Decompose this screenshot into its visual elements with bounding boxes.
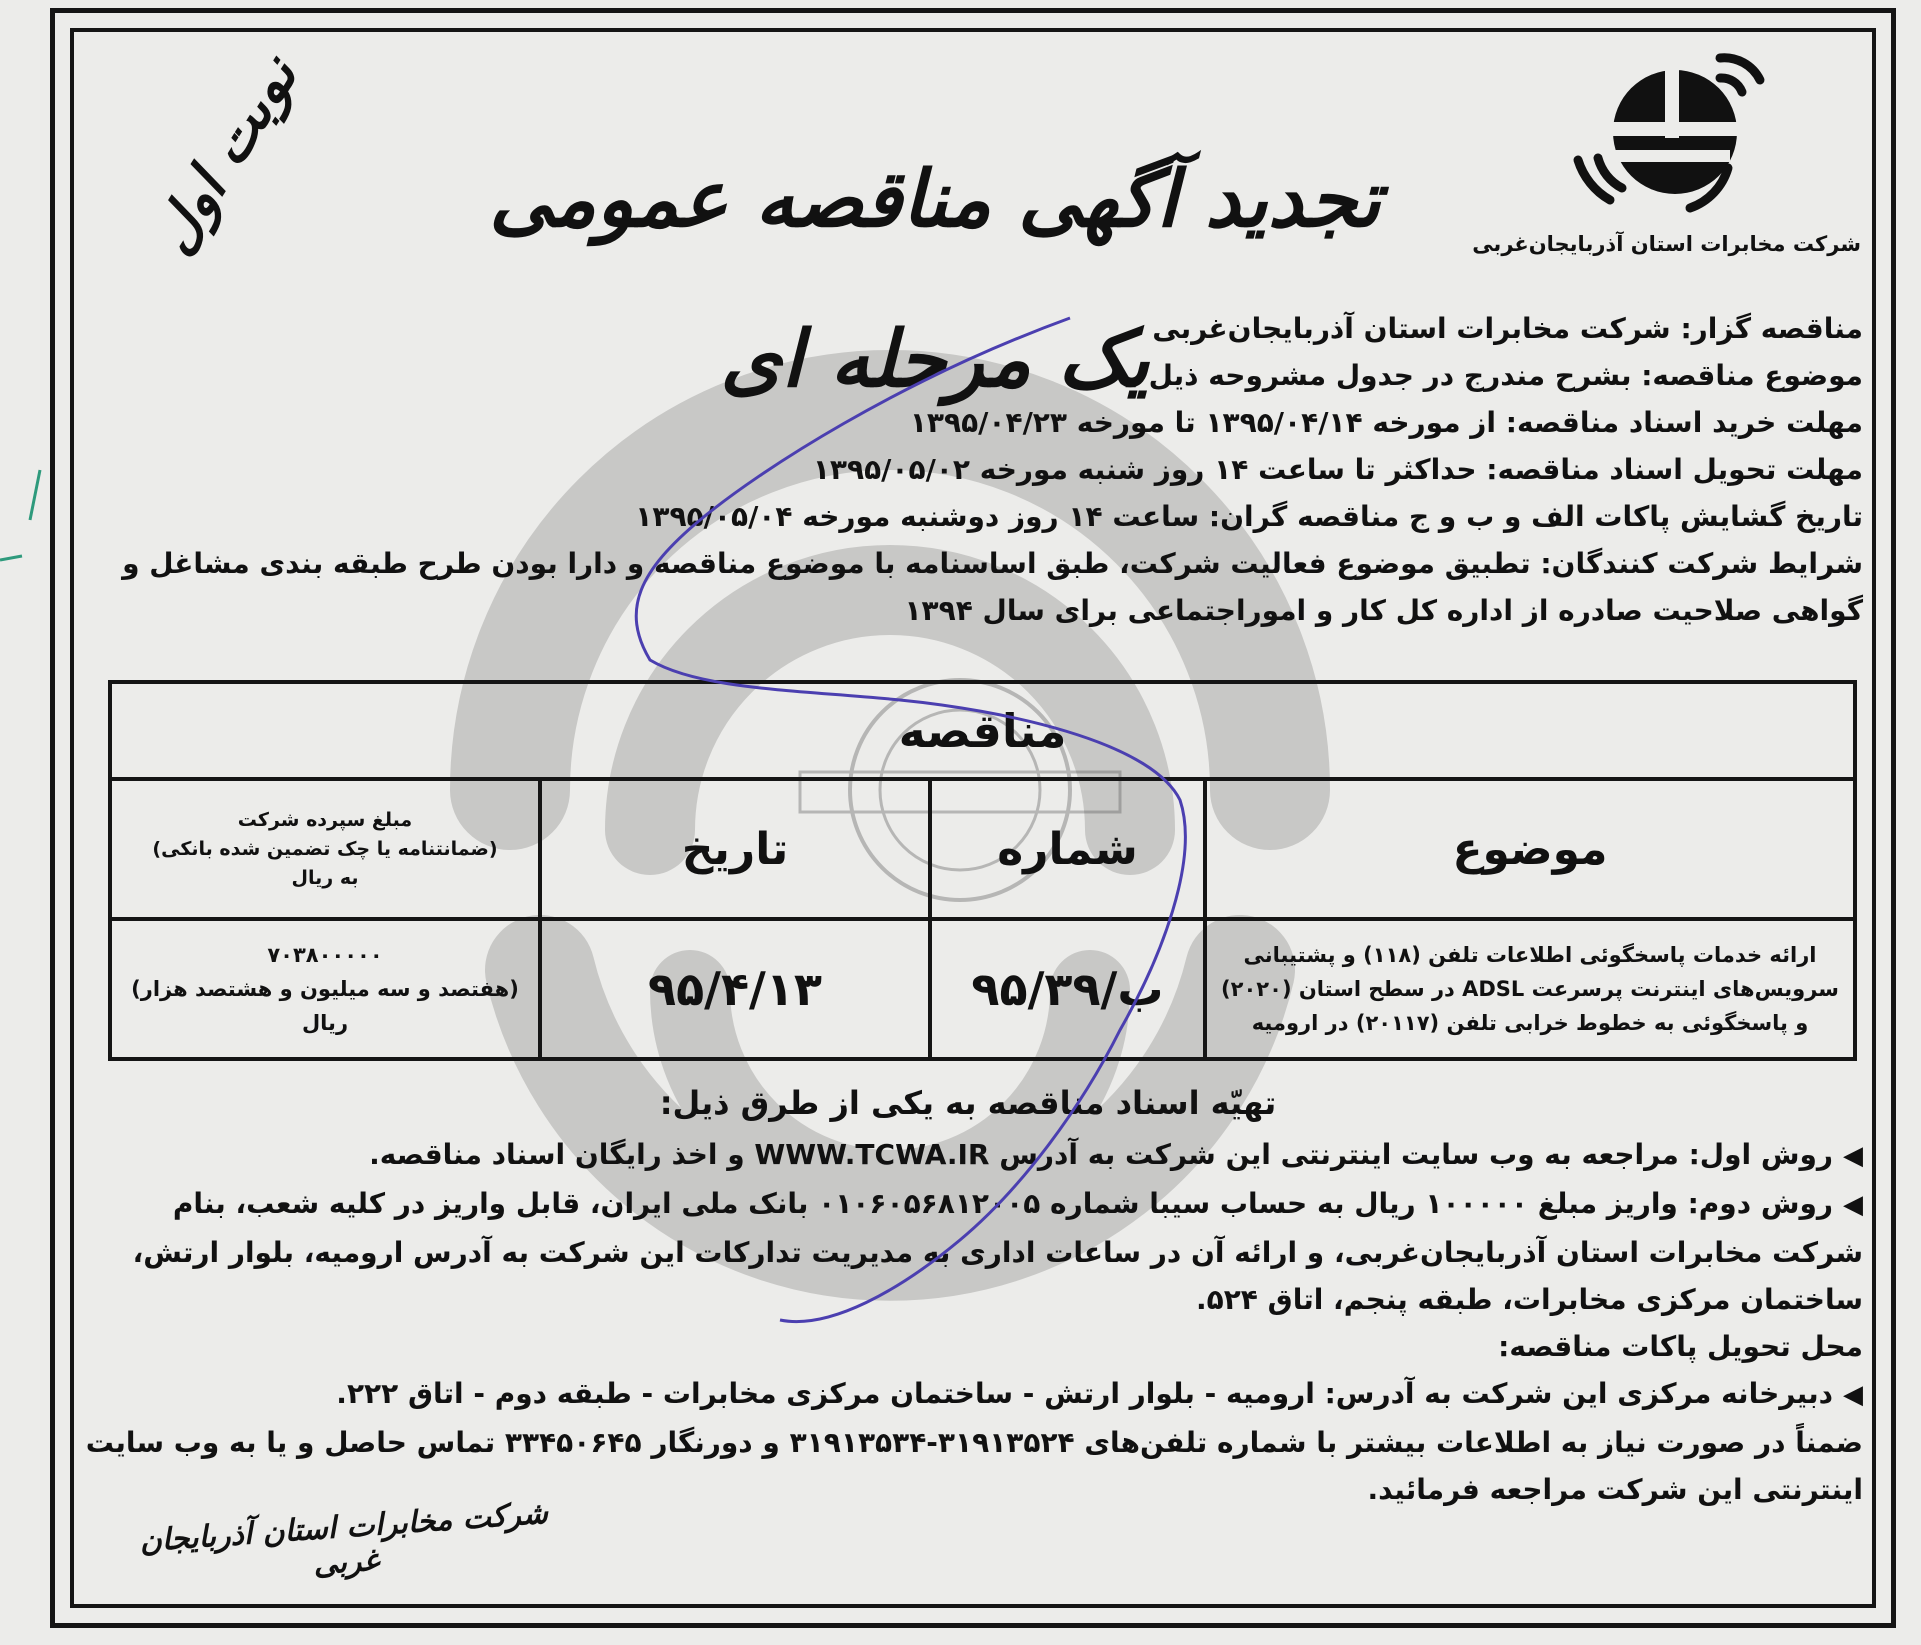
detail-purchase-deadline: مهلت خرید اسناد مناقصه: از مورخه ۱۳۹۵/۰۴/۱۴ تا مورخه ۱۳۹۵/۰۴/۲۳ bbox=[909, 406, 1863, 439]
delivery-location-text: دبیرخانه مرکزی این شرکت به آدرس: ارومیه - بلوار ارتش - ساختمان مرکزی مخابرات - طبقه دوم - اتاق ۲۲۲. bbox=[336, 1377, 1833, 1410]
header-deposit bbox=[110, 779, 540, 919]
signature: شرکت مخابرات استان آذربایجان غربی bbox=[138, 1495, 550, 1583]
method-second bbox=[73, 1180, 1863, 1323]
header-deposit-line1: مبلغ سپرده شرکت bbox=[237, 808, 413, 831]
cell-subject bbox=[1205, 919, 1855, 1059]
detail-organizer: مناقصه گزار: شرکت مخابرات استان آذربایجان‌غربی bbox=[1152, 312, 1863, 345]
delivery-heading: محل تحویل پاکات مناقصه: bbox=[1498, 1330, 1863, 1363]
subject-line2: سرویس‌های اینترنت پرسرعت ADSL در سطح استان (۲۰۲۰) bbox=[1221, 977, 1839, 1001]
deposit-amount-words: (هفتصد و سه میلیون و هشتصد هزار) bbox=[131, 977, 519, 1001]
arrow-bullet-icon: ◀ bbox=[1843, 1190, 1863, 1220]
deposit-unit: ریال bbox=[301, 1011, 349, 1035]
subject-line3: و پاسخگوئی به خطوط خرابی تلفن (۲۰۱۱۷) در ارومیه bbox=[1251, 1011, 1809, 1035]
detail-delivery-deadline: مهلت تحویل اسناد مناقصه: حداکثر تا ساعت ۱۴ روز شنبه مورخه ۱۳۹۵/۰۵/۰۲ bbox=[812, 453, 1863, 486]
arrow-bullet-icon: ◀ bbox=[1843, 1380, 1863, 1410]
round-note: نوبت اول bbox=[139, 45, 311, 265]
header-deposit-line2: (ضمانتنامه یا چک تضمین شده بانکی) bbox=[152, 837, 498, 860]
arrow-bullet-icon: ◀ bbox=[1843, 1141, 1863, 1171]
delivery-location bbox=[73, 1370, 1863, 1419]
document-methods bbox=[73, 1080, 1863, 1513]
table-title: مناقصه bbox=[110, 682, 1855, 779]
contact-info: ضمناً در صورت نیاز به اطلاعات بیشتر با شماره تلفن‌های ۳۱۹۱۳۵۲۴-۳۱۹۱۳۵۳۴ و دورنگار ۳۳۴۵۰۶۴۵ تماس حاصل و یا به وب سایت اینترنتی این شرکت مراجعه فرمائید. bbox=[85, 1426, 1863, 1506]
cell-number: ب/۹۵/۳۹ bbox=[930, 919, 1205, 1059]
cell-deposit bbox=[110, 919, 540, 1059]
detail-subject: موضوع مناقصه: بشرح مندرج در جدول مشروحه ذیل bbox=[1148, 359, 1863, 392]
header-date: تاریخ bbox=[540, 779, 930, 919]
detail-opening-date: تاریخ گشایش پاکات الف و ب و ج مناقصه گران: ساعت ۱۴ روز دوشنبه مورخه ۱۳۹۵/۰۵/۰۴ bbox=[635, 500, 1863, 533]
cell-date: ۹۵/۴/۱۳ bbox=[540, 919, 930, 1059]
logo-caption: شرکت مخابرات استان آذربایجان‌غربی bbox=[1472, 232, 1861, 256]
subject-line1: ارائه خدمات پاسخگوئی اطلاعات تلفن (۱۱۸) و پشتیبانی bbox=[1243, 943, 1817, 967]
tender-details bbox=[73, 305, 1863, 634]
header-deposit-line3: به ریال bbox=[291, 866, 359, 889]
method-second-text: روش دوم: واریز مبلغ ۱۰۰۰۰۰ ریال به حساب سیبا شماره ۰۱۰۶۰۵۶۸۱۲۰۰۵ بانک ملی ایران، قابل واریز در کلیه شعب، بنام شرکت مخابرات استان آذربایجان‌غربی، و ارائه آن در ساعات اداری به مدیریت تدارکات این شرکت به آدرس ارومیه، بلوار ارتش، ساختمان مرکزی مخابرات، طبقه پنجم، اتاق ۵۲۴. bbox=[132, 1187, 1863, 1316]
page-title: تجدید آگهی مناقصه عمومی یک مرحله ای bbox=[489, 154, 1381, 405]
method-first-text: روش اول: مراجعه به وب سایت اینترنتی این شرکت به آدرس WWW.TCWA.IR و اخذ رایگان اسناد مناقصه. bbox=[369, 1138, 1833, 1171]
detail-participant-conditions: شرایط شرکت کنندگان: تطبیق موضوع فعالیت شرکت، طبق اساسنامه با موضوع مناقصه و دارا بودن طرح طبقه بندی مشاغل و گواهی صلاحیت صادره از اداره کل کار و اموراجتماعی برای سال ۱۳۹۴ bbox=[122, 547, 1863, 627]
header-number: شماره bbox=[930, 779, 1205, 919]
method-first bbox=[73, 1131, 1863, 1180]
deposit-amount: ۷۰۳۸۰۰۰۰۰ bbox=[267, 943, 383, 967]
header-subject: موضوع bbox=[1205, 779, 1855, 919]
company-logo-icon bbox=[1570, 40, 1770, 220]
tender-table bbox=[108, 680, 1857, 1061]
methods-heading: تهیّه اسناد مناقصه به یکی از طرق ذیل: bbox=[659, 1084, 1277, 1122]
